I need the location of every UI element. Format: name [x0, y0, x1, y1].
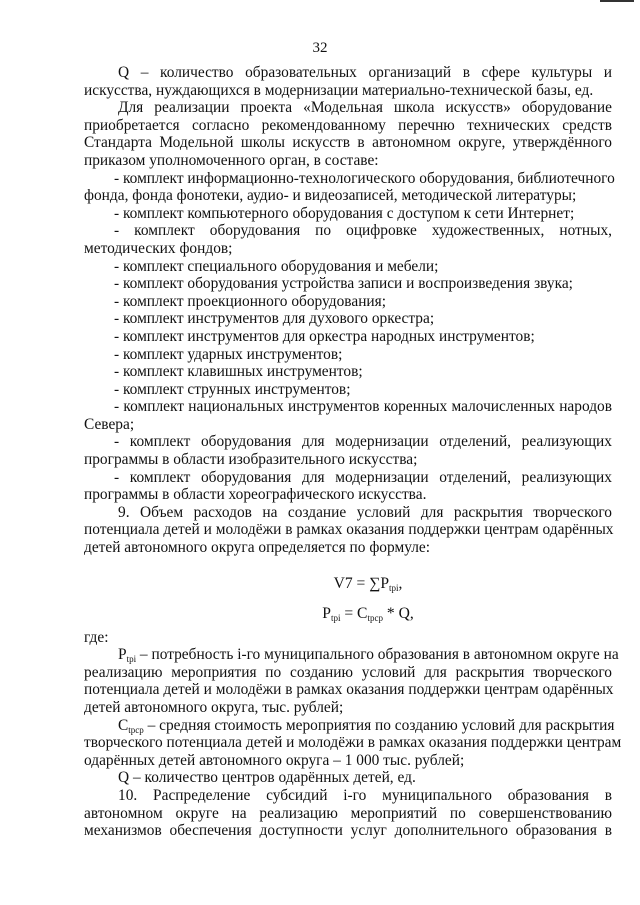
definition-q-line: Q – количество центров одарённых детей, ед. — [118, 769, 416, 787]
formula-subscript: tpcp — [367, 612, 383, 623]
text-line: программы в области изобразительного искусства; — [84, 451, 418, 469]
text-line: методических фондов; — [84, 239, 233, 257]
list-item: - комплект оборудования устройства записи и воспроизведения звука; — [114, 275, 573, 293]
text-line: потенциала детей и молодёжи в рамках оказания поддержки центрам одарённых — [84, 521, 614, 539]
symbol: P — [118, 646, 127, 664]
list-item: - комплект информационно-технологического оборудования, библиотечного — [114, 169, 615, 187]
text-line: 9. Объем расходов на создание условий для раскрытия творческого — [118, 503, 612, 521]
text-line: Стандарта Модельной школы искусств в автономном округе, утверждённого — [84, 134, 612, 152]
text-line: одарённых детей автономного округа – 1 000 тыс. рублей; — [84, 751, 465, 769]
formula-part: V7 = ∑P — [333, 574, 390, 592]
text-line: программы в области хореографического искусства. — [84, 486, 427, 504]
symbol-subscript: tpi — [126, 654, 137, 665]
formula-part: * Q, — [382, 604, 414, 622]
text-line: 10. Распределение субсидий i-го муниципального образования в — [118, 786, 612, 804]
text-line: Севера; — [84, 415, 135, 433]
formula-subscript: tpi — [389, 582, 399, 593]
text-line: механизмов обеспечения доступности услуг дополнительного образования в — [84, 822, 612, 840]
text-line: приказом уполномоченного орган, в составе: — [84, 151, 379, 169]
list-item: - комплект ударных инструментов; — [114, 345, 343, 363]
text-line: реализацию мероприятия по созданию условий для раскрытия творческого — [84, 663, 612, 681]
list-item: - комплект инструментов для духового оркестра; — [114, 310, 435, 328]
list-item: - комплект проекционного оборудования; — [114, 292, 387, 310]
text-line: творческого потенциала детей и молодёжи в рамках оказания поддержки центрам — [84, 734, 622, 752]
list-item: - комплект оборудования для модернизации отделений, реализующих — [114, 468, 612, 486]
text-line: фонда, фонда фонотеки, аудио- и видеозаписей, методической литературы; — [84, 187, 577, 205]
corner-mark — [600, 0, 634, 2]
text-line: приобретается согласно рекомендованному перечню технических средств — [84, 116, 612, 134]
text-line: детей автономного округа, тыс. рублей; — [84, 699, 344, 716]
list-item: - комплект компьютерного оборудования с доступом к сети Интернет; — [114, 204, 575, 222]
text-line: автономном округе на реализацию мероприятий по совершенствованию — [84, 804, 612, 822]
list-item: - комплект специального оборудования и мебели; — [114, 257, 439, 275]
definition-text: – средняя стоимость мероприятия по созданию условий для раскрытия — [143, 716, 615, 734]
list-item: - комплект оборудования по оцифровке художественных, нотных, — [114, 222, 612, 240]
list-item: - комплект клавишных инструментов; — [114, 363, 363, 381]
body-text — [84, 64, 622, 840]
list-item: - комплект оборудования для модернизации отделений, реализующих — [114, 433, 612, 451]
text-line: потенциала детей и молодёжи в рамках оказания поддержки центрам одарённых — [84, 681, 614, 699]
text-line: Q – количество образовательных организаций в сфере культуры и — [118, 64, 612, 81]
list-item: - комплект струнных инструментов; — [114, 380, 351, 398]
page-number: 32 — [312, 40, 328, 56]
text-line: Для реализации проекта «Модельная школа искусств» оборудование — [118, 99, 612, 117]
formula-part: = C — [340, 604, 368, 622]
formula-subscript: tpi — [330, 612, 341, 623]
definition-text: – потребность i-го муниципального образования в автономном округе на — [136, 646, 619, 664]
symbol: C — [118, 716, 129, 734]
symbol-subscript: tpcp — [128, 724, 144, 735]
list-item: - комплект национальных инструментов коренных малочисленных народов — [114, 398, 612, 416]
formula-part: , — [398, 574, 403, 592]
text-line: искусства, нуждающихся в модернизации материально-технической базы, ед. — [84, 81, 594, 99]
text-line: детей автономного округа определяется по формуле: — [84, 539, 431, 557]
definition-p-line — [84, 646, 619, 665]
formula-ptpi — [84, 605, 612, 623]
list-item: - комплект инструментов для оркестра народных инструментов; — [114, 327, 535, 345]
definition-c-line — [84, 716, 615, 735]
formula-part: P — [322, 604, 331, 622]
formula-v7 — [84, 575, 612, 593]
where-label: где: — [84, 628, 109, 646]
